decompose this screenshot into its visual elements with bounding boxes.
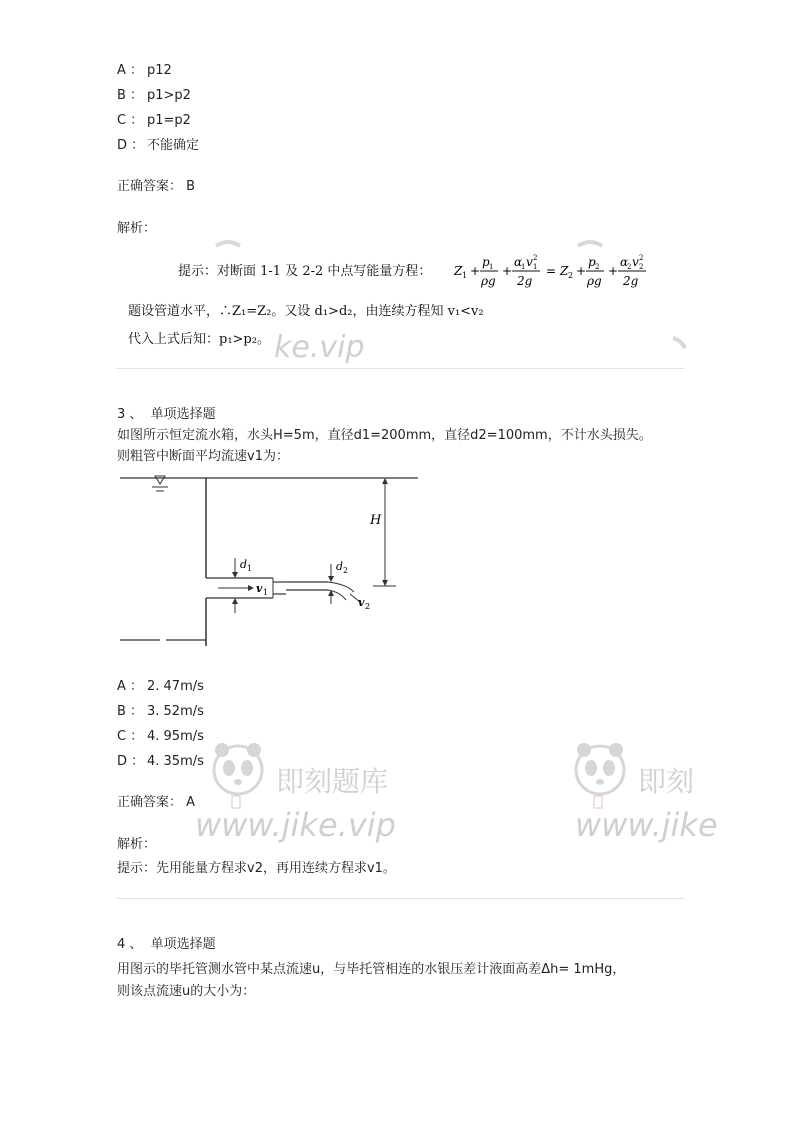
q2-option-a[interactable]: A ： p12 [117, 63, 172, 78]
divider-2 [117, 898, 685, 899]
svg-text:2: 2 [627, 263, 632, 271]
svg-text:+: + [608, 264, 619, 278]
svg-text:1: 1 [521, 263, 526, 271]
watermark-brand: 即刻题库 [276, 765, 389, 798]
svg-text:+: + [576, 264, 587, 278]
svg-text:2: 2 [568, 271, 574, 280]
q2-option-d[interactable]: D ： 不能确定 [117, 138, 200, 153]
svg-text:1: 1 [462, 271, 468, 280]
svg-text:p: p [482, 255, 490, 269]
svg-text:2g: 2g [623, 274, 639, 288]
svg-text:1: 1 [247, 564, 253, 573]
q3-option-b[interactable]: B ： 3. 52m/s [117, 704, 204, 719]
q3-option-d[interactable]: D ： 4. 35m/s [117, 754, 204, 769]
svg-text:α: α [620, 255, 629, 269]
svg-text:+: + [470, 264, 481, 278]
q3-option-c[interactable]: C ： 4. 95m/s [117, 729, 204, 744]
svg-text:+: + [502, 264, 513, 278]
svg-text:ρg: ρg [481, 274, 496, 288]
svg-text:=: = [546, 264, 557, 278]
q2-hint-line3: 代入上式后知：p₁>p₂。 [128, 332, 270, 347]
svg-text:2: 2 [343, 566, 349, 575]
q2-hint-image [128, 238, 690, 365]
q2-option-b[interactable]: B ： p1>p2 [117, 88, 191, 103]
q3-answer: 正确答案： A [117, 795, 196, 810]
q3-option-a[interactable]: A ： 2. 47m/s [117, 679, 204, 694]
q4-stem-line2: 则该点流速u的大小为： [117, 984, 256, 999]
q2-hint-line1: 提示：对断面 1-1 及 2-2 中点写能量方程： [178, 264, 432, 279]
watermark-url-fragment: ke.vip [274, 330, 365, 365]
q3-stem-line2: 则粗管中断面平均流速v1为： [117, 449, 289, 464]
svg-text:1: 1 [533, 263, 538, 271]
q2-answer-value: B [186, 179, 196, 194]
q3-header: 3 、 单项选择题 [117, 407, 216, 422]
divider [117, 368, 685, 369]
svg-text:Z: Z [560, 264, 569, 278]
watermark-url-partial: www.jike [575, 806, 718, 844]
svg-text:ρg: ρg [587, 274, 602, 288]
svg-text:Z: Z [454, 264, 463, 278]
svg-text:2: 2 [639, 254, 644, 262]
svg-text:v: v [632, 255, 639, 269]
svg-text:v: v [526, 255, 533, 269]
q2-analysis-label: 解析： [117, 221, 157, 236]
svg-text:1: 1 [263, 588, 269, 597]
q2-option-c[interactable]: C ： p1=p2 [117, 113, 191, 128]
svg-text:2: 2 [595, 263, 600, 271]
q4-header: 4 、 单项选择题 [117, 937, 216, 952]
q3-tank-figure [118, 468, 418, 648]
watermark-panda-icon [208, 740, 268, 810]
watermark-brand-partial: 即刻 [638, 765, 695, 798]
svg-text:v: v [358, 596, 365, 609]
svg-text:1: 1 [489, 263, 494, 271]
svg-text:v: v [256, 582, 263, 595]
svg-text:d: d [240, 558, 248, 571]
svg-text:H: H [370, 513, 382, 528]
svg-text:2: 2 [533, 254, 538, 262]
q2-hint-line2: 题设管道水平，∴Z₁=Z₂。又设 d₁>d₂，由连续方程知 v₁<v₂ [128, 304, 484, 319]
svg-text:2: 2 [365, 602, 371, 611]
svg-text:p: p [588, 255, 596, 269]
watermark-panda-icon-right [570, 740, 630, 810]
svg-text:2g: 2g [517, 274, 533, 288]
q3-analysis-label: 解析： [117, 837, 157, 852]
q4-stem-line1: 用图示的毕托管测水管中某点流速u，与毕托管相连的水银压差计液面高差Δh= 1mHg， [117, 962, 626, 977]
svg-text:2: 2 [639, 263, 644, 271]
q3-answer-value: A [186, 795, 196, 810]
svg-text:d: d [336, 560, 344, 573]
q2-answer: 正确答案： B [117, 179, 196, 194]
q3-stem-line1: 如图所示恒定流水箱，水头H=5m，直径d1=200mm，直径d2=100mm，不计水头损失。 [117, 428, 652, 443]
q3-analysis: 提示：先用能量方程求v2，再用连续方程求v1。 [117, 861, 396, 876]
watermark-url: www.jike.vip [195, 806, 396, 844]
energy-equation-formula [454, 248, 674, 298]
svg-text:α: α [514, 255, 523, 269]
